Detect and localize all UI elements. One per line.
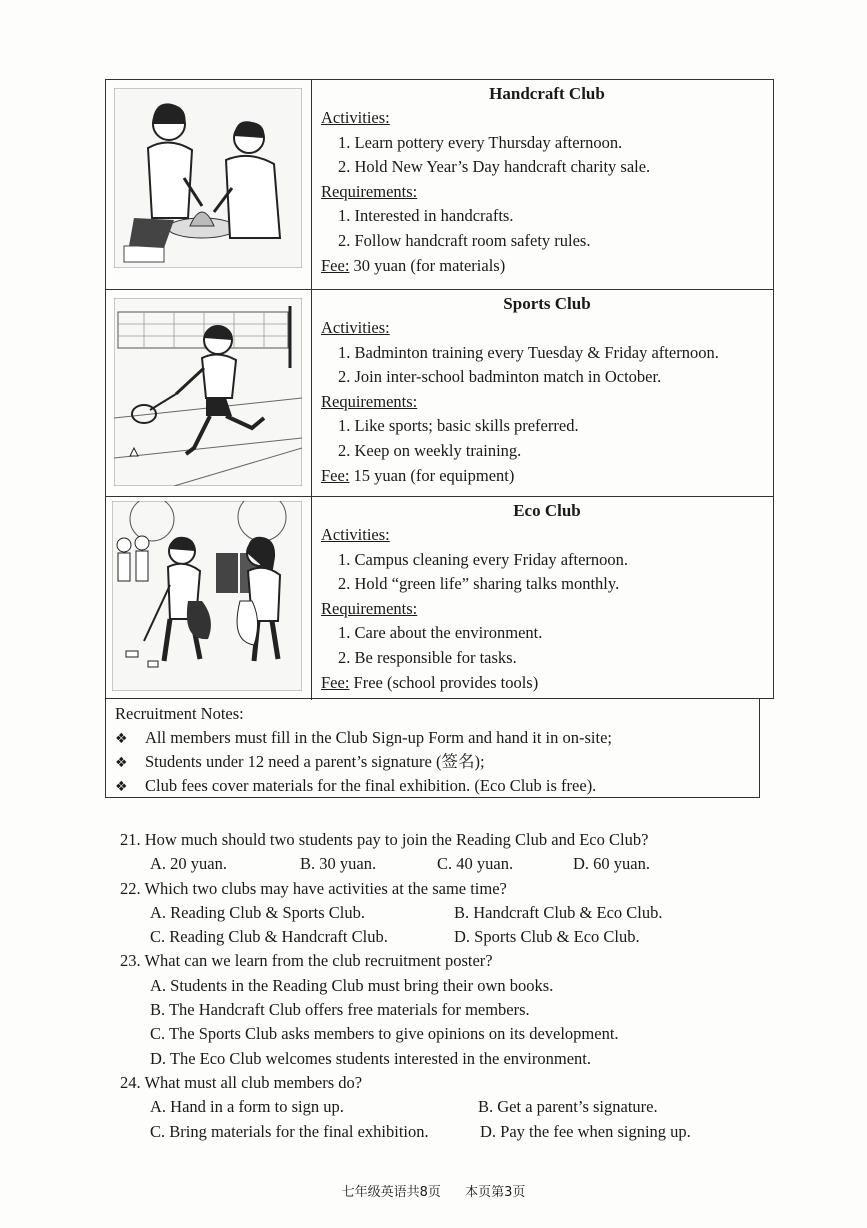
activities-label: Activities: [321,525,390,544]
club-name: Sports Club [503,294,591,313]
requirement-item: 1. Like sports; basic skills preferred. [338,416,579,436]
club-row-handcraft [106,80,773,290]
question-stem: 23. What can we learn from the club recruitment poster? [120,951,493,971]
note-item: ❖ All members must fill in the Club Sign-up Form and hand it in on-site; [115,726,759,750]
requirements-label: Requirements: [321,391,418,411]
option-b: B. 30 yuan. [300,854,377,874]
club-row-eco [106,497,773,700]
requirement-item: 2. Be responsible for tasks. [338,647,517,667]
option-c: C. Reading Club & Handcraft Club. [150,927,388,947]
option-c: C. The Sports Club asks members to give opinions on its development. [150,1024,619,1044]
bullet-icon: ❖ [115,731,128,747]
club-name: Eco Club [513,501,581,520]
requirement-item: 2. Follow handcraft room safety rules. [338,230,591,250]
activity-item: 2. Hold New Year’s Day handcraft charity sale. [338,157,651,177]
footer-total-pages: 七年级英语共8页 [341,1185,441,1200]
activity-item: 1. Badminton training every Tuesday & Friday afternoon. [338,342,719,362]
question-options [120,901,760,925]
option-a: A. Students in the Reading Club must bring their own books. [150,975,554,995]
option-c: C. Bring materials for the final exhibition. [150,1121,429,1141]
requirements-label: Requirements: [321,181,418,201]
requirements-label: Requirements: [321,598,418,618]
note-item: ❖ Students under 12 need a parent’s signature (签名); [115,750,759,774]
fee-value: 30 yuan (for materials) [353,255,506,275]
pottery-illustration [114,88,302,268]
question-stem: 21. How much should two students pay to join the Reading Club and Eco Club? [120,830,649,849]
requirement-item: 2. Keep on weekly training. [338,440,522,460]
option-b: B. Handcraft Club & Eco Club. [454,902,663,922]
fee-line [321,671,773,696]
recruitment-notes [105,699,760,798]
page-footer [0,1181,867,1200]
option-d: D. Sports Club & Eco Club. [454,927,640,947]
activities-label: Activities: [321,108,390,127]
bullet-icon: ❖ [115,779,128,795]
question-options [120,852,760,876]
eco-details [312,497,773,700]
handcraft-details [312,80,773,289]
bullet-icon: ❖ [115,755,128,771]
club-row-sports [106,290,773,497]
notes-title: Recruitment Notes: [115,704,244,723]
question-stem: 24. What must all club members do? [120,1072,363,1092]
question-options [120,925,760,949]
option-a: A. Reading Club & Sports Club. [150,902,365,922]
activity-item: 2. Join inter-school badminton match in October. [338,367,662,387]
fee-value: Free (school provides tools) [353,672,539,692]
fee-label: Fee: [321,465,350,485]
questions-section [120,828,760,1144]
option-a: A. Hand in a form to sign up. [150,1097,344,1117]
option-d: D. Pay the fee when signing up. [480,1121,691,1141]
fee-label: Fee: [321,255,350,275]
question-options [120,1120,760,1144]
requirement-item: 1. Care about the environment. [338,623,543,643]
sports-illustration [106,290,312,496]
fee-label: Fee: [321,672,350,692]
option-b: B. The Handcraft Club offers free materials for members. [150,1000,530,1020]
note-item: ❖ Club fees cover materials for the final exhibition. (Eco Club is free). [115,774,759,798]
option-d: D. 60 yuan. [573,854,650,874]
option-c: C. 40 yuan. [437,854,514,874]
activity-item: 1. Learn pottery every Thursday afternoon. [338,132,623,152]
club-table [105,79,774,699]
option-b: B. Get a parent’s signature. [478,1097,658,1117]
eco-illustration [106,497,312,700]
activity-item: 2. Hold “green life” sharing talks monthly. [338,574,620,594]
fee-line [321,464,773,489]
activities-label: Activities: [321,318,390,337]
handcraft-illustration [106,80,312,289]
fee-line [321,254,773,279]
badminton-illustration [114,298,302,486]
activity-item: 1. Campus cleaning every Friday afternoon. [338,549,629,569]
option-a: A. 20 yuan. [150,854,227,874]
fee-value: 15 yuan (for equipment) [353,465,515,485]
option-d: D. The Eco Club welcomes students interested in the environment. [150,1048,591,1068]
question-options [120,1095,760,1119]
cleaning-illustration [112,501,302,691]
requirement-item: 1. Interested in handcrafts. [338,206,514,226]
footer-page-number: 本页第3页 [465,1185,526,1200]
club-name: Handcraft Club [489,84,605,103]
sports-details [312,290,773,496]
question-stem: 22. Which two clubs may have activities at the same time? [120,878,507,898]
